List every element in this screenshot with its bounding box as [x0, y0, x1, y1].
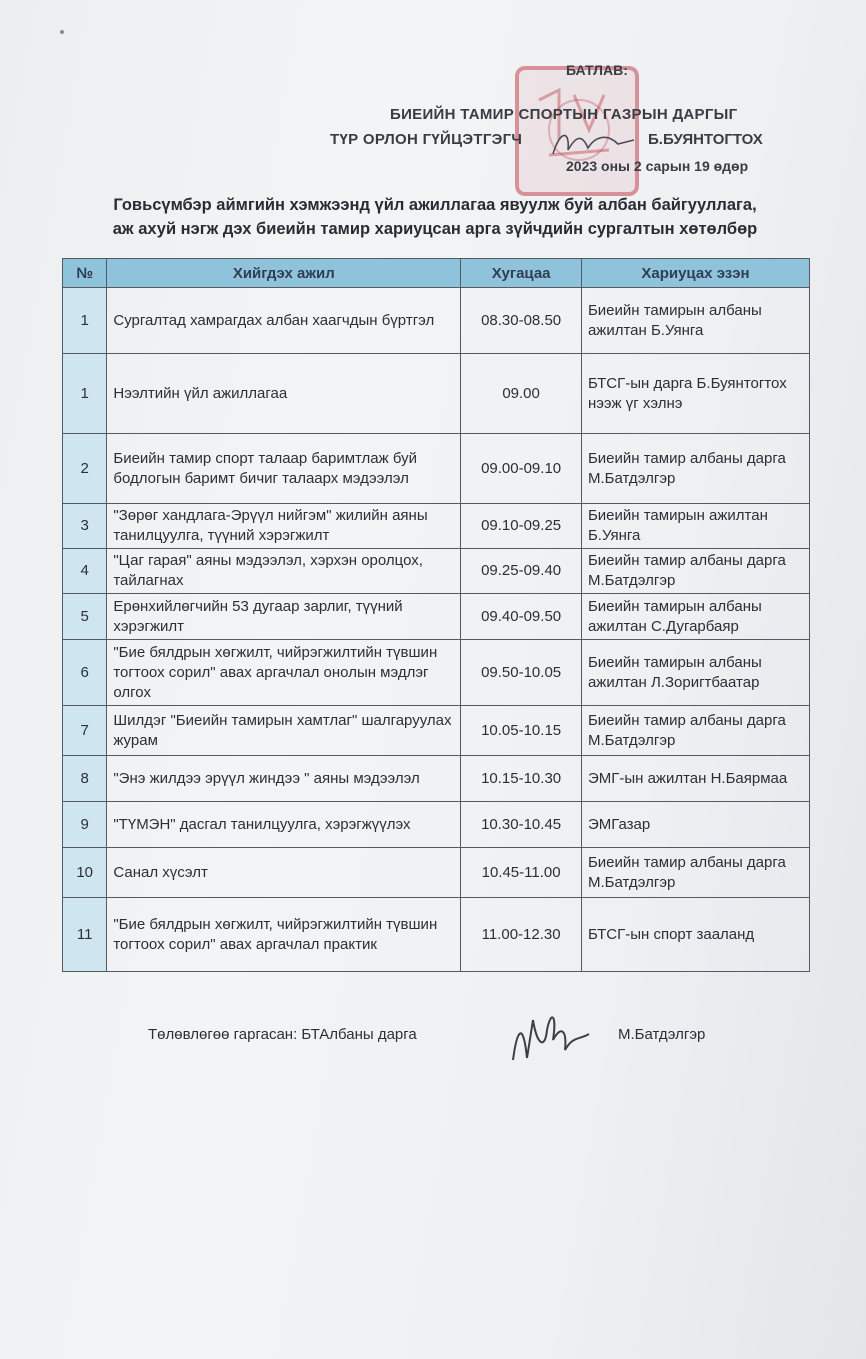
row-number: 1 [63, 354, 107, 434]
row-responsible: Биеийн тамир албаны дарга М.Батдэлгэр [581, 706, 809, 756]
row-task: "Бие бялдрын хөгжилт, чийрэгжилтийн түвшин тогтоох сорил" авах аргачлал онолын мэдлэг олгох [107, 640, 461, 706]
row-number: 2 [63, 434, 107, 504]
row-number: 10 [63, 848, 107, 898]
row-number: 7 [63, 706, 107, 756]
approver-name: Б.БУЯНТОГТОХ [648, 131, 763, 148]
row-responsible: БТСГ-ын спорт зааланд [581, 898, 809, 972]
approver-title-line1: БИЕИЙН ТАМИР СПОРТЫН ГАЗРЫН ДАРГЫГ [390, 106, 738, 123]
row-number: 1 [63, 288, 107, 354]
table-row [63, 354, 810, 434]
row-time: 09.25-09.40 [461, 549, 582, 594]
row-time: 09.00 [461, 354, 582, 434]
row-responsible: Биеийн тамир албаны дарга М.Батдэлгэр [581, 434, 809, 504]
row-number: 3 [63, 504, 107, 549]
row-task: Шилдэг "Биеийн тамирын хамтлаг" шалгаруулах журам [107, 706, 461, 756]
row-number: 6 [63, 640, 107, 706]
approve-label: БАТЛАВ: [566, 62, 628, 78]
row-time: 09.50-10.05 [461, 640, 582, 706]
row-responsible: Биеийн тамир албаны дарга М.Батдэлгэр [581, 549, 809, 594]
preparer-name: М.Батдэлгэр [618, 1026, 706, 1043]
approval-date: 2023 оны 2 сарын 19 өдөр [566, 158, 749, 174]
row-task: "Бие бялдрын хөгжилт, чийрэгжилтийн түвшин тогтоох сорил" авах аргачлал практик [107, 898, 461, 972]
prepared-by-label: Төлөвлөгөө гаргасан: БТАлбаны дарга [148, 1026, 417, 1043]
speck [60, 30, 64, 34]
preparer-signature-icon [505, 1000, 595, 1070]
row-responsible: Биеийн тамирын ажилтан Б.Уянга [581, 504, 809, 549]
row-number: 5 [63, 594, 107, 640]
table-row [63, 549, 810, 594]
table-row [63, 802, 810, 848]
row-responsible: ЭМГ-ын ажилтан Н.Баярмаа [581, 756, 809, 802]
approver-title-line2: ТҮР ОРЛОН ГҮЙЦЭТГЭГЧ [330, 131, 523, 148]
row-task: Ерөнхийлөгчийн 53 дугаар зарлиг, түүний хэрэгжилт [107, 594, 461, 640]
row-number: 11 [63, 898, 107, 972]
row-task: Санал хүсэлт [107, 848, 461, 898]
row-responsible: ЭМГазар [581, 802, 809, 848]
title-line2: аж ахуй нэгж дэх биеийн тамир хариуцсан арга зүйчдийн сургалтын хөтөлбөр [112, 220, 758, 238]
row-responsible: Биеийн тамирын албаны ажилтан Б.Уянга [581, 288, 809, 354]
col-header-number: № [63, 259, 107, 288]
row-time: 10.45-11.00 [461, 848, 582, 898]
col-header-responsible: Хариуцах эзэн [581, 259, 809, 288]
title-line1: Говьсүмбэр аймгийн хэмжээнд үйл ажиллагаа явуулж буй албан байгууллага, [113, 196, 757, 214]
row-number: 4 [63, 549, 107, 594]
table-row [63, 504, 810, 549]
row-number: 8 [63, 756, 107, 802]
row-task: "ТҮМЭН" дасгал танилцуулга, хэрэгжүүлэх [107, 802, 461, 848]
row-task: Сургалтад хамрагдах албан хаагчдын бүртгэл [107, 288, 461, 354]
row-number: 9 [63, 802, 107, 848]
row-task: Биеийн тамир спорт талаар баримтлаж буй бодлогын баримт бичиг талаарх мэдээлэл [107, 434, 461, 504]
table-row [63, 898, 810, 972]
table-row [63, 594, 810, 640]
row-time: 08.30-08.50 [461, 288, 582, 354]
approver-signature-icon [548, 126, 638, 162]
row-time: 10.05-10.15 [461, 706, 582, 756]
row-responsible: Биеийн тамирын албаны ажилтан Л.Зоригтбаатар [581, 640, 809, 706]
table-header-row [63, 259, 810, 288]
col-header-task: Хийгдэх ажил [107, 259, 461, 288]
row-responsible: Биеийн тамир албаны дарга М.Батдэлгэр [581, 848, 809, 898]
table-row [63, 434, 810, 504]
table-row [63, 756, 810, 802]
table-row [63, 848, 810, 898]
row-time: 09.40-09.50 [461, 594, 582, 640]
row-task: Нээлтийн үйл ажиллагаа [107, 354, 461, 434]
row-task: "Цаг гарая" аяны мэдээлэл, хэрхэн оролцох, тайлагнах [107, 549, 461, 594]
table-row [63, 706, 810, 756]
row-time: 10.15-10.30 [461, 756, 582, 802]
row-time: 09.00-09.10 [461, 434, 582, 504]
row-responsible: Биеийн тамирын албаны ажилтан С.Дугарбаяр [581, 594, 809, 640]
schedule-table [62, 258, 810, 972]
row-time: 09.10-09.25 [461, 504, 582, 549]
row-task: "Зөрөг хандлага-Эрүүл нийгэм" жилийн аяны танилцуулга, түүний хэрэгжилт [107, 504, 461, 549]
row-responsible: БТСГ-ын дарга Б.Буянтогтох нээж үг хэлнэ [581, 354, 809, 434]
table-row [63, 288, 810, 354]
table-row [63, 640, 810, 706]
row-time: 10.30-10.45 [461, 802, 582, 848]
row-time: 11.00-12.30 [461, 898, 582, 972]
document-title [70, 193, 800, 241]
col-header-time: Хугацаа [461, 259, 582, 288]
row-task: "Энэ жилдээ эрүүл жиндээ " аяны мэдээлэл [107, 756, 461, 802]
